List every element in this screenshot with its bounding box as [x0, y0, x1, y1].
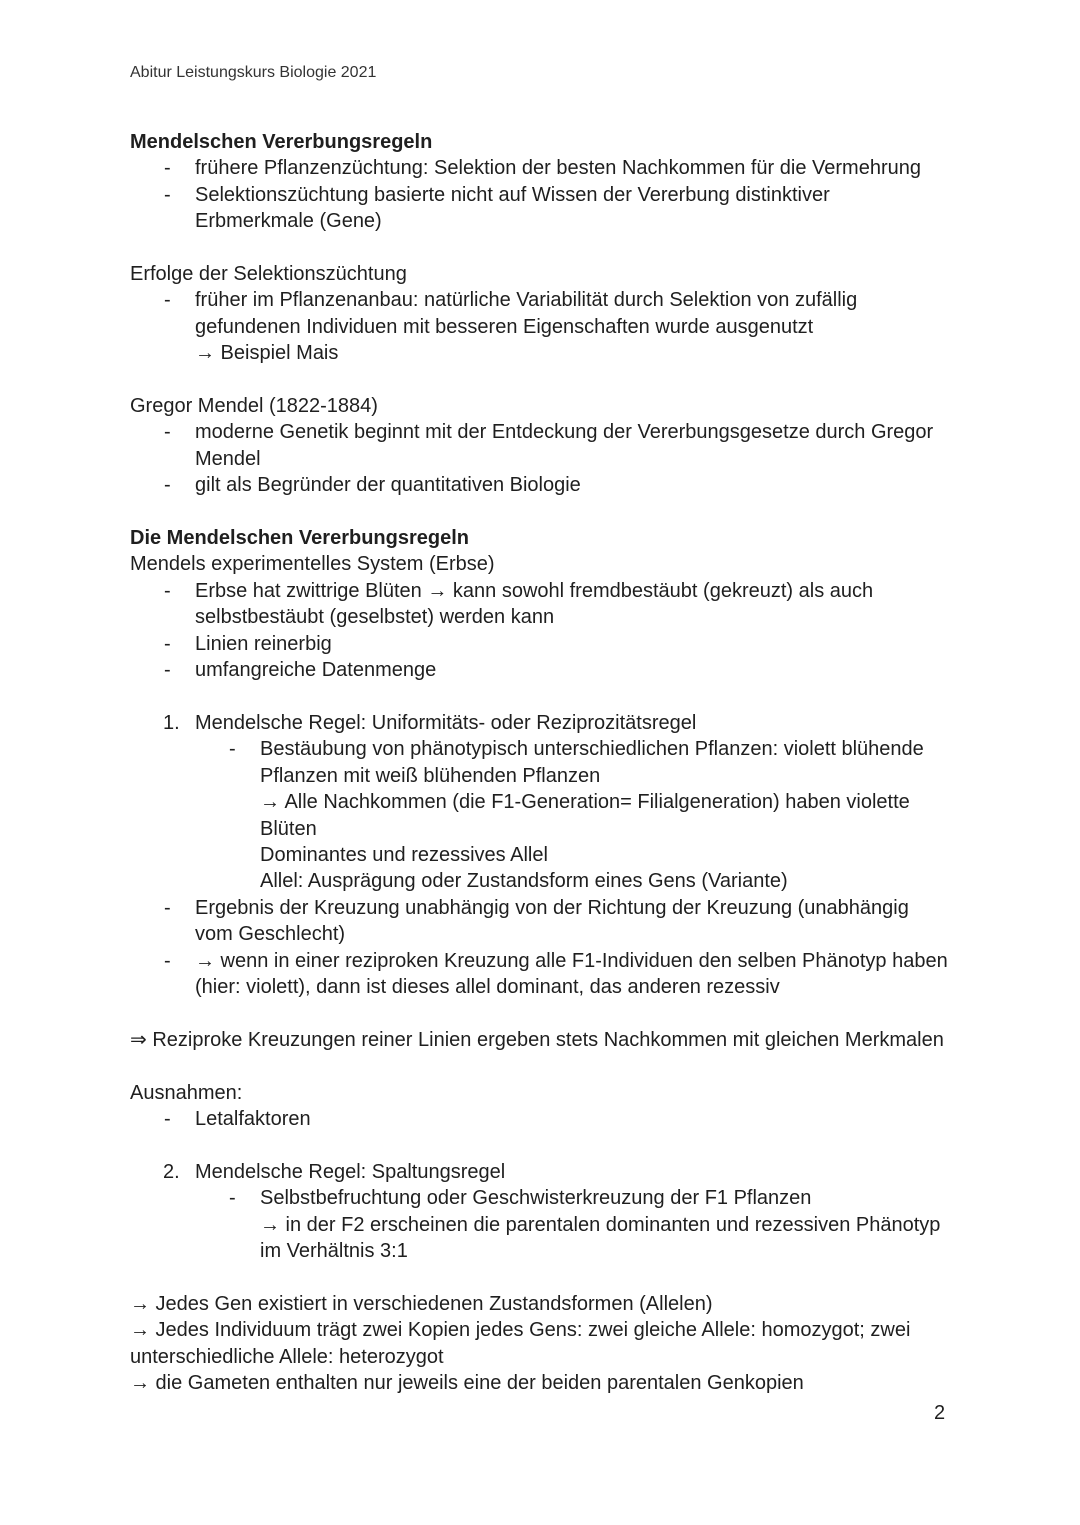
rule-title: Mendelsche Regel: Uniformitäts- oder Reziprozitätsregel [195, 711, 697, 734]
list-item-text: frühere Pflanzenzüchtung: Selektion der besten Nachkommen für die Vermehrung [195, 157, 921, 180]
list-item-text: Bestäubung von phänotypisch unterschiedlichen Pflanzen: violett blühende [260, 738, 924, 761]
list-item-text: Ergebnis der Kreuzung unabhängig von der Richtung der Kreuzung (unabhängig [195, 896, 909, 919]
list-item-text: → Beispiel Mais [195, 342, 339, 365]
summary-line: → Jedes Individuum trägt zwei Kopien jedes Gens: zwei gleiche Allele: homozygot; zwei [130, 1319, 911, 1342]
bullet-dash: - [164, 421, 171, 444]
exceptions-heading: Ausnahmen: [130, 1081, 243, 1104]
list-item [130, 948, 960, 1001]
list-item-text: Mendel [195, 447, 261, 470]
bullet-dash: - [164, 579, 171, 602]
bullet-dash: - [164, 474, 171, 497]
running-header: Abitur Leistungskurs Biologie 2021 [130, 64, 377, 81]
list-item-text: (hier: violett), dann ist dieses allel dominant, das anderen rezessiv [195, 975, 780, 998]
rule-title: Mendelsche Regel: Spaltungsregel [195, 1160, 506, 1183]
bullet-dash: - [164, 949, 171, 972]
list-item-text: Pflanzen mit weiß blühenden Pflanzen [260, 764, 601, 787]
summary-line: → Jedes Gen existiert in verschiedenen Zustandsformen (Allelen) [130, 1292, 713, 1315]
list-item-text: Selektionszüchtung basierte nicht auf Wissen der Vererbung distinktiver [195, 183, 830, 206]
list-item-text: vom Geschlecht) [195, 923, 346, 946]
list-item [130, 657, 960, 683]
list-item [130, 1106, 960, 1132]
list-item [130, 736, 960, 894]
list-item-text: Letalfaktoren [195, 1107, 311, 1130]
bullet-dash: - [164, 183, 171, 206]
bullet-dash: - [164, 896, 171, 919]
bullet-dash: - [164, 659, 171, 682]
page-content [130, 129, 960, 1396]
list-item [130, 472, 960, 498]
bullet-dash: - [164, 632, 171, 655]
list-item [130, 578, 960, 631]
list-item-text: im Verhältnis 3:1 [260, 1239, 408, 1262]
list-item-text: Dominantes und rezessives Allel [260, 843, 548, 866]
list-item [130, 895, 960, 948]
list-item [130, 287, 960, 366]
section-subheading: Mendels experimentelles System (Erbse) [130, 553, 495, 576]
list-item [130, 182, 960, 235]
bullet-dash: - [229, 738, 236, 761]
list-item-text: → in der F2 erscheinen die parentalen dominanten und rezessiven Phänotyp [260, 1213, 941, 1236]
bullet-dash: - [164, 157, 171, 180]
list-item-text: Selbstbefruchtung oder Geschwisterkreuzung der F1 Pflanzen [260, 1187, 812, 1210]
page-number: 2 [934, 1402, 946, 1424]
summary-line: unterschiedliche Allele: heterozygot [130, 1345, 444, 1368]
bullet-dash: - [229, 1187, 236, 1210]
list-item [130, 1185, 960, 1264]
summary-line: → die Gameten enthalten nur jeweils eine der beiden parentalen Genkopien [130, 1371, 804, 1394]
list-item [130, 631, 960, 657]
list-item-text: gefundenen Individuen mit besseren Eigenschaften wurde ausgenutzt [195, 315, 814, 338]
list-item [130, 419, 960, 472]
rule-conclusion: ⇒ Reziproke Kreuzungen reiner Linien ergeben stets Nachkommen mit gleichen Merkmalen [130, 1028, 944, 1051]
list-item-text: → Alle Nachkommen (die F1-Generation= Filialgeneration) haben violette [260, 791, 910, 814]
list-item [130, 155, 960, 181]
section-heading-gregor-mendel: Gregor Mendel (1822-1884) [130, 395, 378, 418]
list-item-text: Allel: Ausprägung oder Zustandsform eines Gens (Variante) [260, 870, 788, 893]
section-heading-mendelsche-vererbungsregeln: Mendelschen Vererbungsregeln [130, 131, 433, 153]
list-number: 1. [163, 711, 180, 734]
bullet-dash: - [164, 289, 171, 312]
section-heading-die-mendelschen-vererbungsregeln: Die Mendelschen Vererbungsregeln [130, 527, 469, 550]
list-item-text: gilt als Begründer der quantitativen Biologie [195, 474, 581, 497]
numbered-item-rule-1 [130, 710, 960, 736]
list-item-text: Linien reinerbig [195, 632, 332, 655]
list-item-text: umfangreiche Datenmenge [195, 659, 437, 682]
list-item-text: moderne Genetik beginnt mit der Entdeckung der Vererbungsgesetze durch Gregor [195, 421, 934, 444]
list-item-text: selbstbestäubt (geselbstet) werden kann [195, 606, 555, 629]
list-item-text: → wenn in einer reziproken Kreuzung alle F1-Individuen den selben Phänotyp haben [195, 949, 948, 972]
section-heading-erfolge: Erfolge der Selektionszüchtung [130, 263, 407, 286]
list-item-text: früher im Pflanzenanbau: natürliche Variabilität durch Selektion von zufällig [195, 289, 858, 312]
numbered-item-rule-2 [130, 1159, 960, 1185]
list-item-text: Erbse hat zwittrige Blüten → kann sowohl fremdbestäubt (gekreuzt) als auch [195, 579, 874, 602]
list-number: 2. [163, 1160, 180, 1183]
list-item-text: Blüten [260, 817, 317, 840]
list-item-text: Erbmerkmale (Gene) [195, 210, 382, 233]
bullet-dash: - [164, 1107, 171, 1130]
